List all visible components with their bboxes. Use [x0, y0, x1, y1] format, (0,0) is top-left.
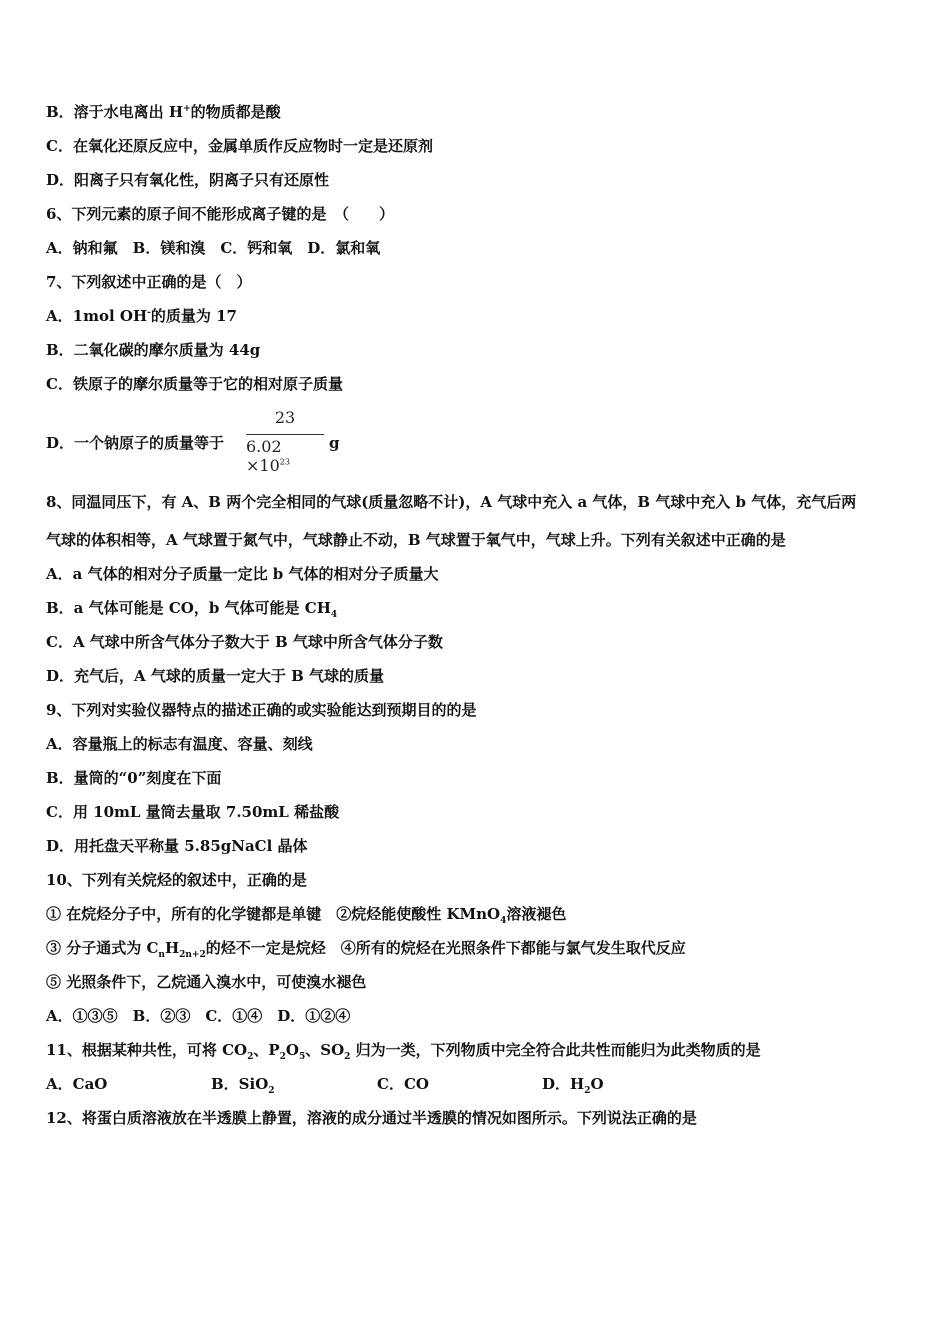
q11-option-a: A．CaO	[46, 1075, 108, 1093]
q5-option-b: B．溶于水电离出 H+的物质都是酸	[46, 103, 281, 121]
q8-stem-line1: 8、同温同压下，有 A、B 两个完全相同的气球(质量忽略不计)，A 气球中充入 a 气体，B 气球中充入 b 气体，充气后两	[46, 493, 857, 511]
q7-option-d: D．一个钠原子的质量等于	[46, 434, 225, 452]
q11-option-d: D．$H_2O$	[542, 1075, 604, 1096]
q11-option-c: C．CO	[377, 1075, 429, 1093]
fraction-denominator: $6.02 \times 10^{23}$	[246, 437, 290, 475]
q6-stem: 6、下列元素的原子间不能形成离子键的是 （ ）	[46, 205, 394, 223]
q5-option-c: C．在氧化还原反应中，金属单质作反应物时一定是还原剂	[46, 137, 433, 155]
q7-stem: 7、下列叙述中正确的是（ ）	[46, 273, 252, 291]
q10-stem: 10、下列有关烷烃的叙述中，正确的是	[46, 871, 307, 889]
fraction-numerator: 23	[274, 408, 296, 427]
q11-option-b: B．SiO$_2$	[211, 1075, 275, 1096]
q8-option-c: C．A 气球中所含气体分子数大于 B 气球中所含气体分子数	[46, 633, 443, 651]
q10-statements-1-2: ① 在烷烃分子中，所有的化学键都是单键 ②烷烃能使酸性 KMnO$_4$溶液褪色	[46, 905, 567, 926]
q9-stem: 9、下列对实验仪器特点的描述正确的或实验能达到预期目的的是	[46, 701, 477, 719]
q9-option-b: B．量筒的“0”刻度在下面	[46, 769, 222, 787]
fraction-bar	[246, 434, 324, 435]
q11-stem: 11、根据某种共性，可将 $CO_2$、$P_2O_5$、$SO_2$ 归为一类，下列物质中完全符合此共性而能归为此类物质的是	[46, 1041, 761, 1062]
q10-statements-3-4: ③ 分子通式为 $C_nH_{2n+2}$的烃不一定是烷烃 ④所有的烷烃在光照条件下都能与氯气发生取代反应	[46, 939, 686, 960]
q9-option-d: D．用托盘天平称量 5.85gNaCl 晶体	[46, 837, 308, 855]
q7-option-a: A．1mol OH-的质量为 17	[46, 307, 237, 325]
q7-option-c: C．铁原子的摩尔质量等于它的相对原子质量	[46, 375, 343, 393]
q6-options: A．钠和氟 B．镁和溴 C．钙和氧 D．氯和氧	[46, 239, 381, 257]
q9-option-c: C．用 10mL 量筒去量取 7.50mL 稀盐酸	[46, 803, 340, 821]
q12-stem: 12、将蛋白质溶液放在半透膜上静置，溶液的成分通过半透膜的情况如图所示。下列说法正确的是	[46, 1109, 697, 1127]
q7-option-d-unit: g	[329, 434, 340, 452]
q8-option-d: D．充气后，A 气球的质量一定大于 B 气球的质量	[46, 667, 384, 685]
q7-option-b: B．二氧化碳的摩尔质量为 44g	[46, 341, 261, 359]
q8-stem-line2: 气球的体积相等，A 气球置于氮气中，气球静止不动，B 气球置于氧气中，气球上升。下列有关叙述中正确的是	[46, 531, 786, 549]
q7-fraction	[244, 405, 328, 475]
q8-option-a: A．a 气体的相对分子质量一定比 b 气体的相对分子质量大	[46, 565, 439, 583]
q10-statement-5: ⑤ 光照条件下，乙烷通入溴水中，可使溴水褪色	[46, 973, 367, 991]
q8-option-b: B．a 气体可能是 CO，b 气体可能是 $CH_4$	[46, 599, 338, 620]
q10-options: A．①③⑤ B．②③ C．①④ D．①②④	[46, 1007, 351, 1025]
q9-option-a: A．容量瓶上的标志有温度、容量、刻线	[46, 735, 313, 753]
q5-option-d: D．阳离子只有氧化性，阴离子只有还原性	[46, 171, 330, 189]
